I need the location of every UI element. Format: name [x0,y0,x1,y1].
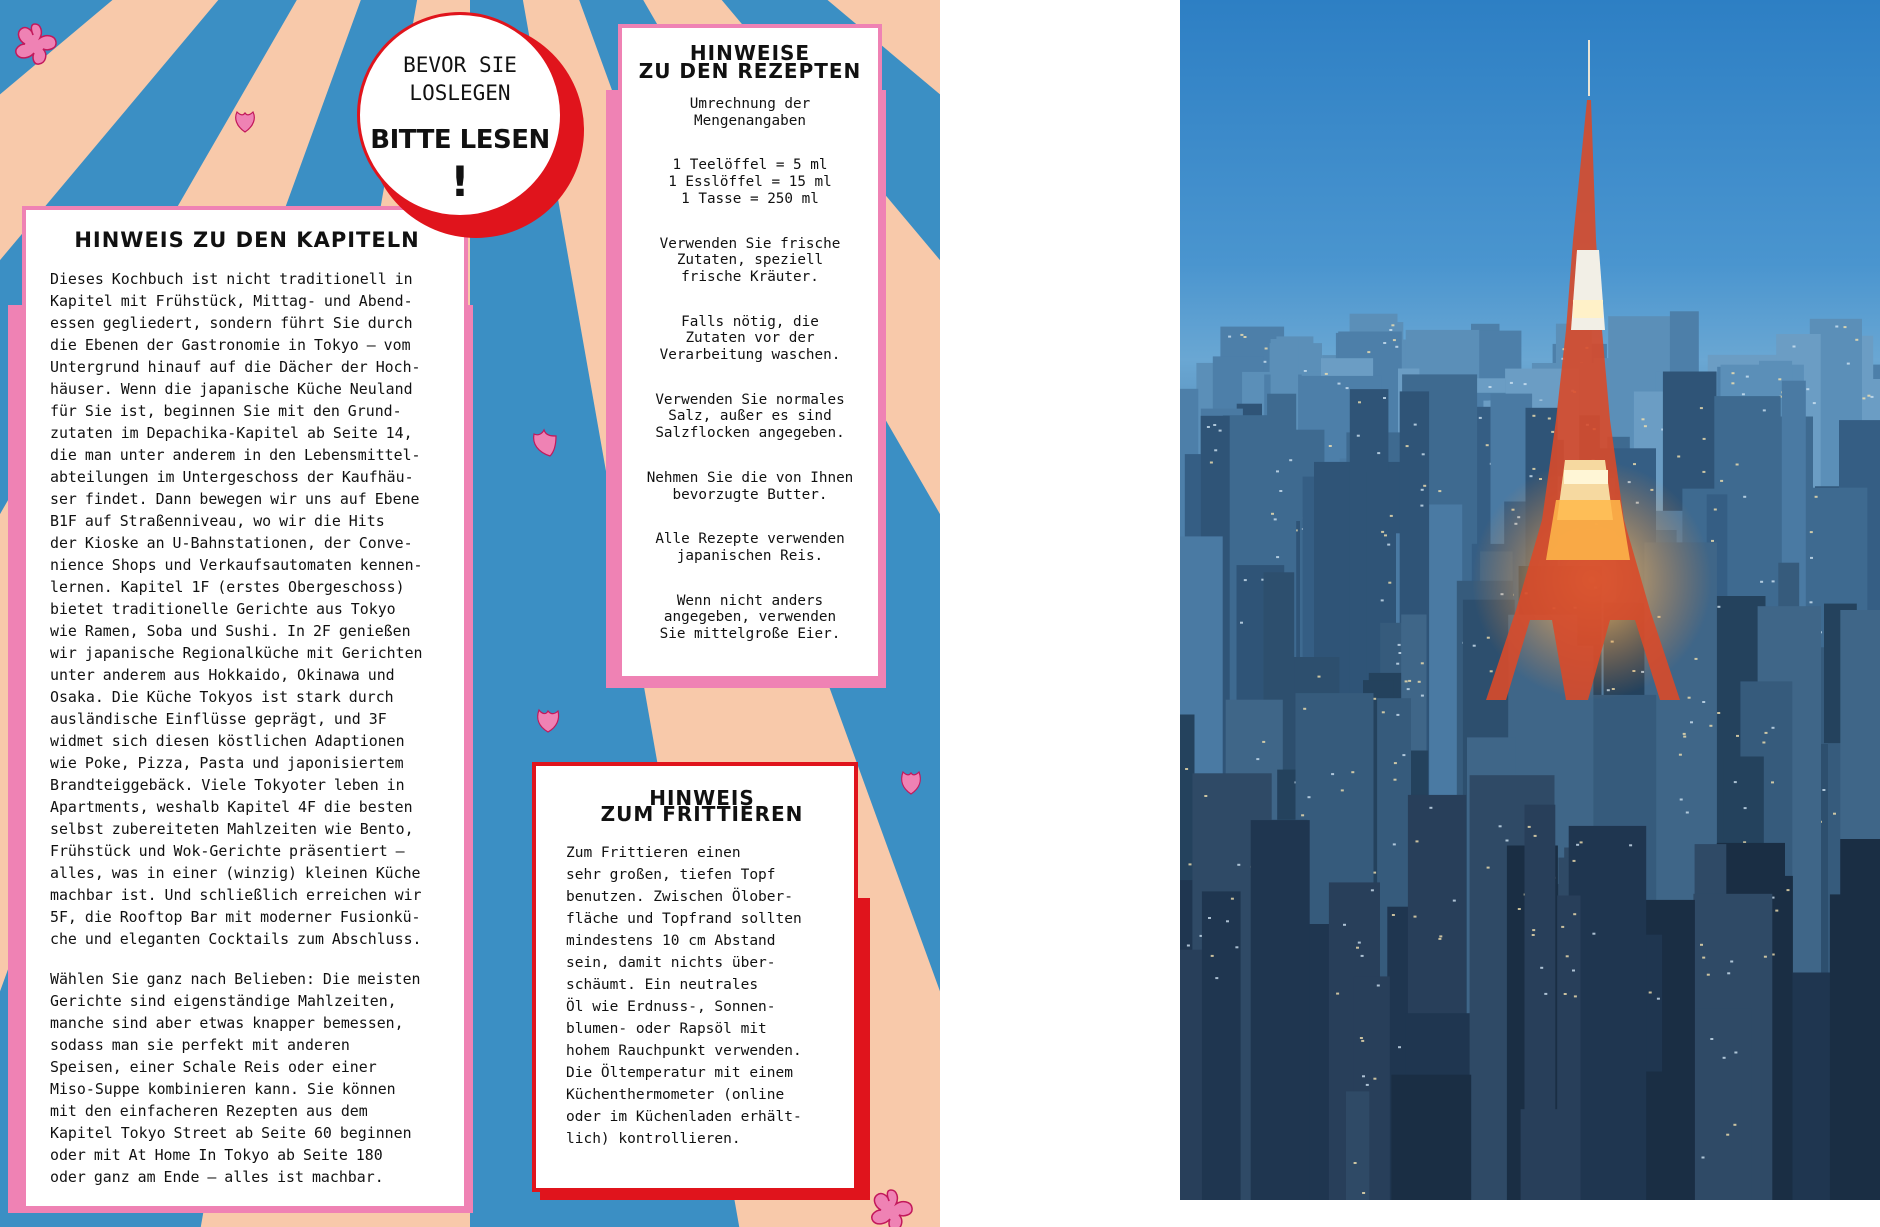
petal-icon [232,108,258,134]
rezepte-item: Wenn nicht anders angegeben, verwenden Sie mittelgroße Eier. [659,592,841,643]
rezepte-heading: HINWEISE ZU DEN REZEPTEN [638,41,862,83]
exclamation-mark: ! [450,157,470,206]
petal-icon [534,706,562,734]
kapitel-note-box [22,206,468,1210]
rezepte-item: 1 Teelöffel = 5 ml 1 Esslöffel = 15 ml 1 Tasse = 250 ml [668,157,832,207]
frittieren-text: Zum Frittieren einen sehr großen, tiefen Topf benutzen. Zwischen Ölober- fläche und Topfrand sollten mindestens 10 cm Abstand sein, damit nichts über- schäumt. Ein neutrales Öl wie Erdnuss-, Sonnen- blumen- oder Rapsöl mit hohem Rauchpunkt verwenden. Die Öltemperatur mit einem Küchenthermometer (online oder im Küchenladen erhält- lich) kontrollieren. [566,845,802,1147]
rezepte-note-box [618,24,882,680]
blossom-icon [8,20,62,68]
rezepte-item: Umrechnung der Mengenangaben [689,96,811,129]
rezepte-item: Falls nötig, die Zutaten vor der Verarbeitung waschen. [659,313,841,364]
kapitel-paragraph-1: Dieses Kochbuch ist nicht traditionell in Kapitel mit Frühstück, Mittag- und Abend- essen gegliedert, sondern führt Sie durch die Ebenen der Gastronomie in Tokyo – vom Untergrund hinauf auf die Dächer der Hoch- häuser. Wenn die japanische Küche Neuland für Sie ist, beginnen Sie mit den Grund- zutaten im Depachika-Kapitel ab Seite 14, die man unter anderem in den Lebensmittel- abteilungen im Untergeschoss der Kaufhäu- ser findet. Dann bewegen wir uns auf Ebene B1F auf Straßenniveau, wo wir die Hits der Kioske an U-Bahnstationen, der Conve- nience Shops und Verkaufsautomaten kennen- lernen. Kapitel 1F (erstes Obergeschoss) bietet traditionelle Gerichte aus Tokyo wie Ramen, Soba und Sushi. In 2F genießen wir japanische Regionalküche mit Gerichten unter anderem aus Hokkaido, Okinawa und Osaka. Die Küche Tokyos ist stark durch ausländische Einflüsse geprägt, und 3F widmet sich diesen köstlichen Adaptionen wie Poke, Pizza, Pasta und japonisiertem Brandteiggebäck. Viele Tokyoter leben in Apartments, weshalb Kapitel 4F die besten selbst zubereiteten Mahlzeiten wie Bento, Frühstück und Wok-Gerichte präsentiert – alles, was in einer (winzig) kleinen Küche machbar ist. Und schließlich erreichen wir 5F, die Rooftop Bar mit moderner Fusionkü- che und eleganten Cocktails zum Abschluss. [50,270,423,948]
rezepte-item: Nehmen Sie die von Ihnen bevorzugte Butter. [646,469,854,503]
badge-line-1: BEVOR SIE LOSLEGEN [403,53,517,105]
kapitel-heading: HINWEIS ZU DEN KAPITELN [74,228,420,252]
rezepte-item: Alle Rezepte verwenden japanischen Reis. [655,531,845,564]
rezepte-item: Verwenden Sie frische Zutaten, speziell frische Kräuter. [659,235,841,285]
rezepte-item: Verwenden Sie normales Salz, außer es sind Salzflocken angegeben. [655,391,845,442]
badge-line-2: BITTE LESEN [370,125,550,155]
blossom-icon [866,1186,916,1227]
read-first-badge [357,12,563,218]
kapitel-paragraph-2: Wählen Sie ganz nach Belieben: Die meisten Gerichte sind eigenständige Mahlzeiten, manche sind aber etwas knapper bemessen, sodass man sie perfekt mit anderen Speisen, einer Schale Reis oder einer Miso-Suppe kombinieren kann. Sie können mit den einfacheren Rezepten aus dem Kapitel Tokyo Street ab Seite 60 beginnen oder mit At Home In Tokyo ab Seite 180 oder ganz am Ende – alles ist machbar. [50,970,421,1186]
petal-icon [530,428,558,458]
tokyo-tower-photo [1180,0,1880,1200]
frittieren-note-box [532,762,858,1192]
frittieren-heading: HINWEIS ZUM FRITTIEREN [600,786,804,826]
petal-icon [898,768,924,796]
